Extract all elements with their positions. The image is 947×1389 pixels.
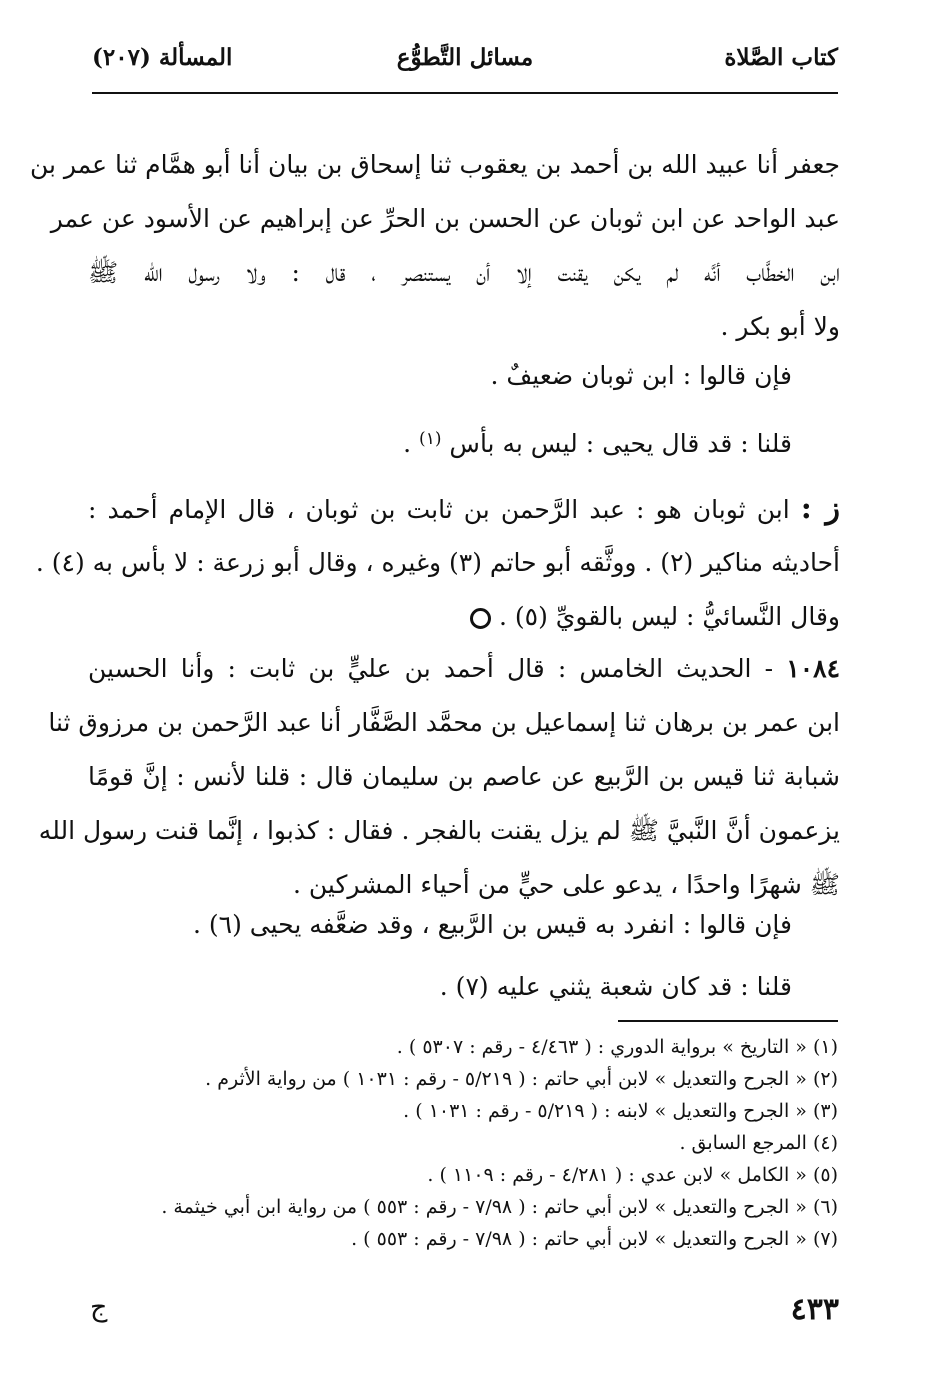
period: . [403, 429, 420, 458]
text-line: جعفر أنا عبيد الله بن أحمد بن يعقوب ثنا إسحاق بن بيان أنا أبو همَّام ثنا عمر بن [30, 150, 840, 179]
text-line: فإن قالوا : انفرد به قيس بن الرَّبيع ، وقد ضعَّفه يحيى (٦) . [193, 910, 792, 939]
section-title: مسائل التَّطوُّع [396, 44, 534, 71]
header-rule [92, 92, 838, 94]
end-circle-icon [470, 608, 491, 629]
text-line: ابن عمر بن برهان ثنا إسماعيل بن محمَّد الصَّفَّار أنا عبد الرَّحمن بن مرزوق ثنا [48, 708, 840, 737]
text-line [88, 642, 840, 696]
text-line: فإن قالوا : ابن ثوبان ضعيفٌ . [490, 361, 792, 390]
editor-note [35, 482, 840, 644]
note-text: وقال النَّسائيُّ : ليس بالقويِّ (٥) . [499, 602, 840, 631]
footnote: (٦) « الجرح والتعديل » لابن أبي حاتم : ( ٧/٩٨ - رقم : ٥٥٣ ) من رواية ابن أبي خيثمة . [161, 1196, 838, 1218]
paragraph-chain [30, 138, 840, 354]
signature-mark: ج [90, 1292, 108, 1323]
hadith-paragraph [38, 642, 840, 912]
footnote-ref: (١) [419, 429, 442, 449]
text-line: شبابة ثنا قيس بن الرَّبيع عن عاصم بن سليمان قال : قلنا لأنس : إنَّ قومًا [88, 762, 840, 791]
objection-paragraph [88, 349, 840, 403]
note-mark: ز : [800, 491, 840, 526]
footnote-rule [618, 1020, 838, 1022]
text-line: قلنا : قد كان شعبة يثني عليه (٧) . [439, 972, 792, 1001]
reply-paragraph [88, 412, 840, 466]
page-number: ٤٣٣ [790, 1292, 839, 1327]
hadith-text: - الحديث الخامس : قال أحمد بن عليٍّ بن ثابت : وأنا الحسين [88, 654, 787, 683]
footnote: (٣) « الجرح والتعديل » لابنه : ( ٥/٢١٩ - رقم : ١٠٣١ ) . [403, 1100, 838, 1122]
text-line: أحاديثه مناكير (٢) . ووثَّقه أبو حاتم (٣) وغيره ، وقال أبو زرعة : لا بأس به (٤) . [35, 548, 840, 577]
text-line [88, 412, 840, 466]
hadith-number: ١٠٨٤ [786, 654, 840, 683]
reply-text: قلنا : قد قال يحيى : ليس به بأس [449, 429, 792, 458]
text-line: ابن الخطَّاب أنَّه لم يكن يقنت إلا أن يستنصر ، قال : ولا رسول الله ﷺ [88, 258, 840, 287]
text-line [88, 482, 840, 536]
text-line: ﷺ شهرًا واحدًا ، يدعو على حيٍّ من أحياء المشركين . [293, 870, 840, 899]
book-title: كتاب الصَّلاة [724, 44, 838, 71]
footnote: (٢) « الجرح والتعديل » لابن أبي حاتم : ( ٥/٢١٩ - رقم : ١٠٣١ ) من رواية الأثرم . [205, 1068, 838, 1090]
text-line: ولا أبو بكر . [720, 312, 840, 341]
note-text: ابن ثوبان هو : عبد الرَّحمن بن ثابت بن ثوبان ، قال الإمام أحمد : [88, 495, 801, 524]
objection-paragraph-2 [88, 898, 840, 952]
running-header [92, 44, 838, 84]
reply-paragraph-2 [88, 960, 840, 1014]
issue-number: المسألة (٢٠٧) [92, 44, 233, 71]
text-line [88, 590, 840, 644]
footnote: (٤) المرجع السابق . [679, 1132, 838, 1154]
footnotes [90, 1031, 838, 1255]
text-line: يزعمون أنَّ النَّبيَّ ﷺ لم يزل يقنت بالفجر . فقال : كذبوا ، إنَّما قنت رسول الله [38, 816, 840, 845]
footnote: (٥) « الكامل » لابن عدي : ( ٤/٢٨١ - رقم : ١١٠٩ ) . [427, 1164, 838, 1186]
text-line: عبد الواحد عن ابن ثوبان عن الحسن بن الحرِّ عن إبراهيم عن الأسود عن عمر [50, 204, 840, 233]
footnote: (٧) « الجرح والتعديل » لابن أبي حاتم : ( ٧/٩٨ - رقم : ٥٥٣ ) . [351, 1228, 838, 1250]
footnote: (١) « التاريخ » برواية الدوري : ( ٤/٤٦٣ - رقم : ٥٣٠٧ ) . [396, 1036, 838, 1058]
